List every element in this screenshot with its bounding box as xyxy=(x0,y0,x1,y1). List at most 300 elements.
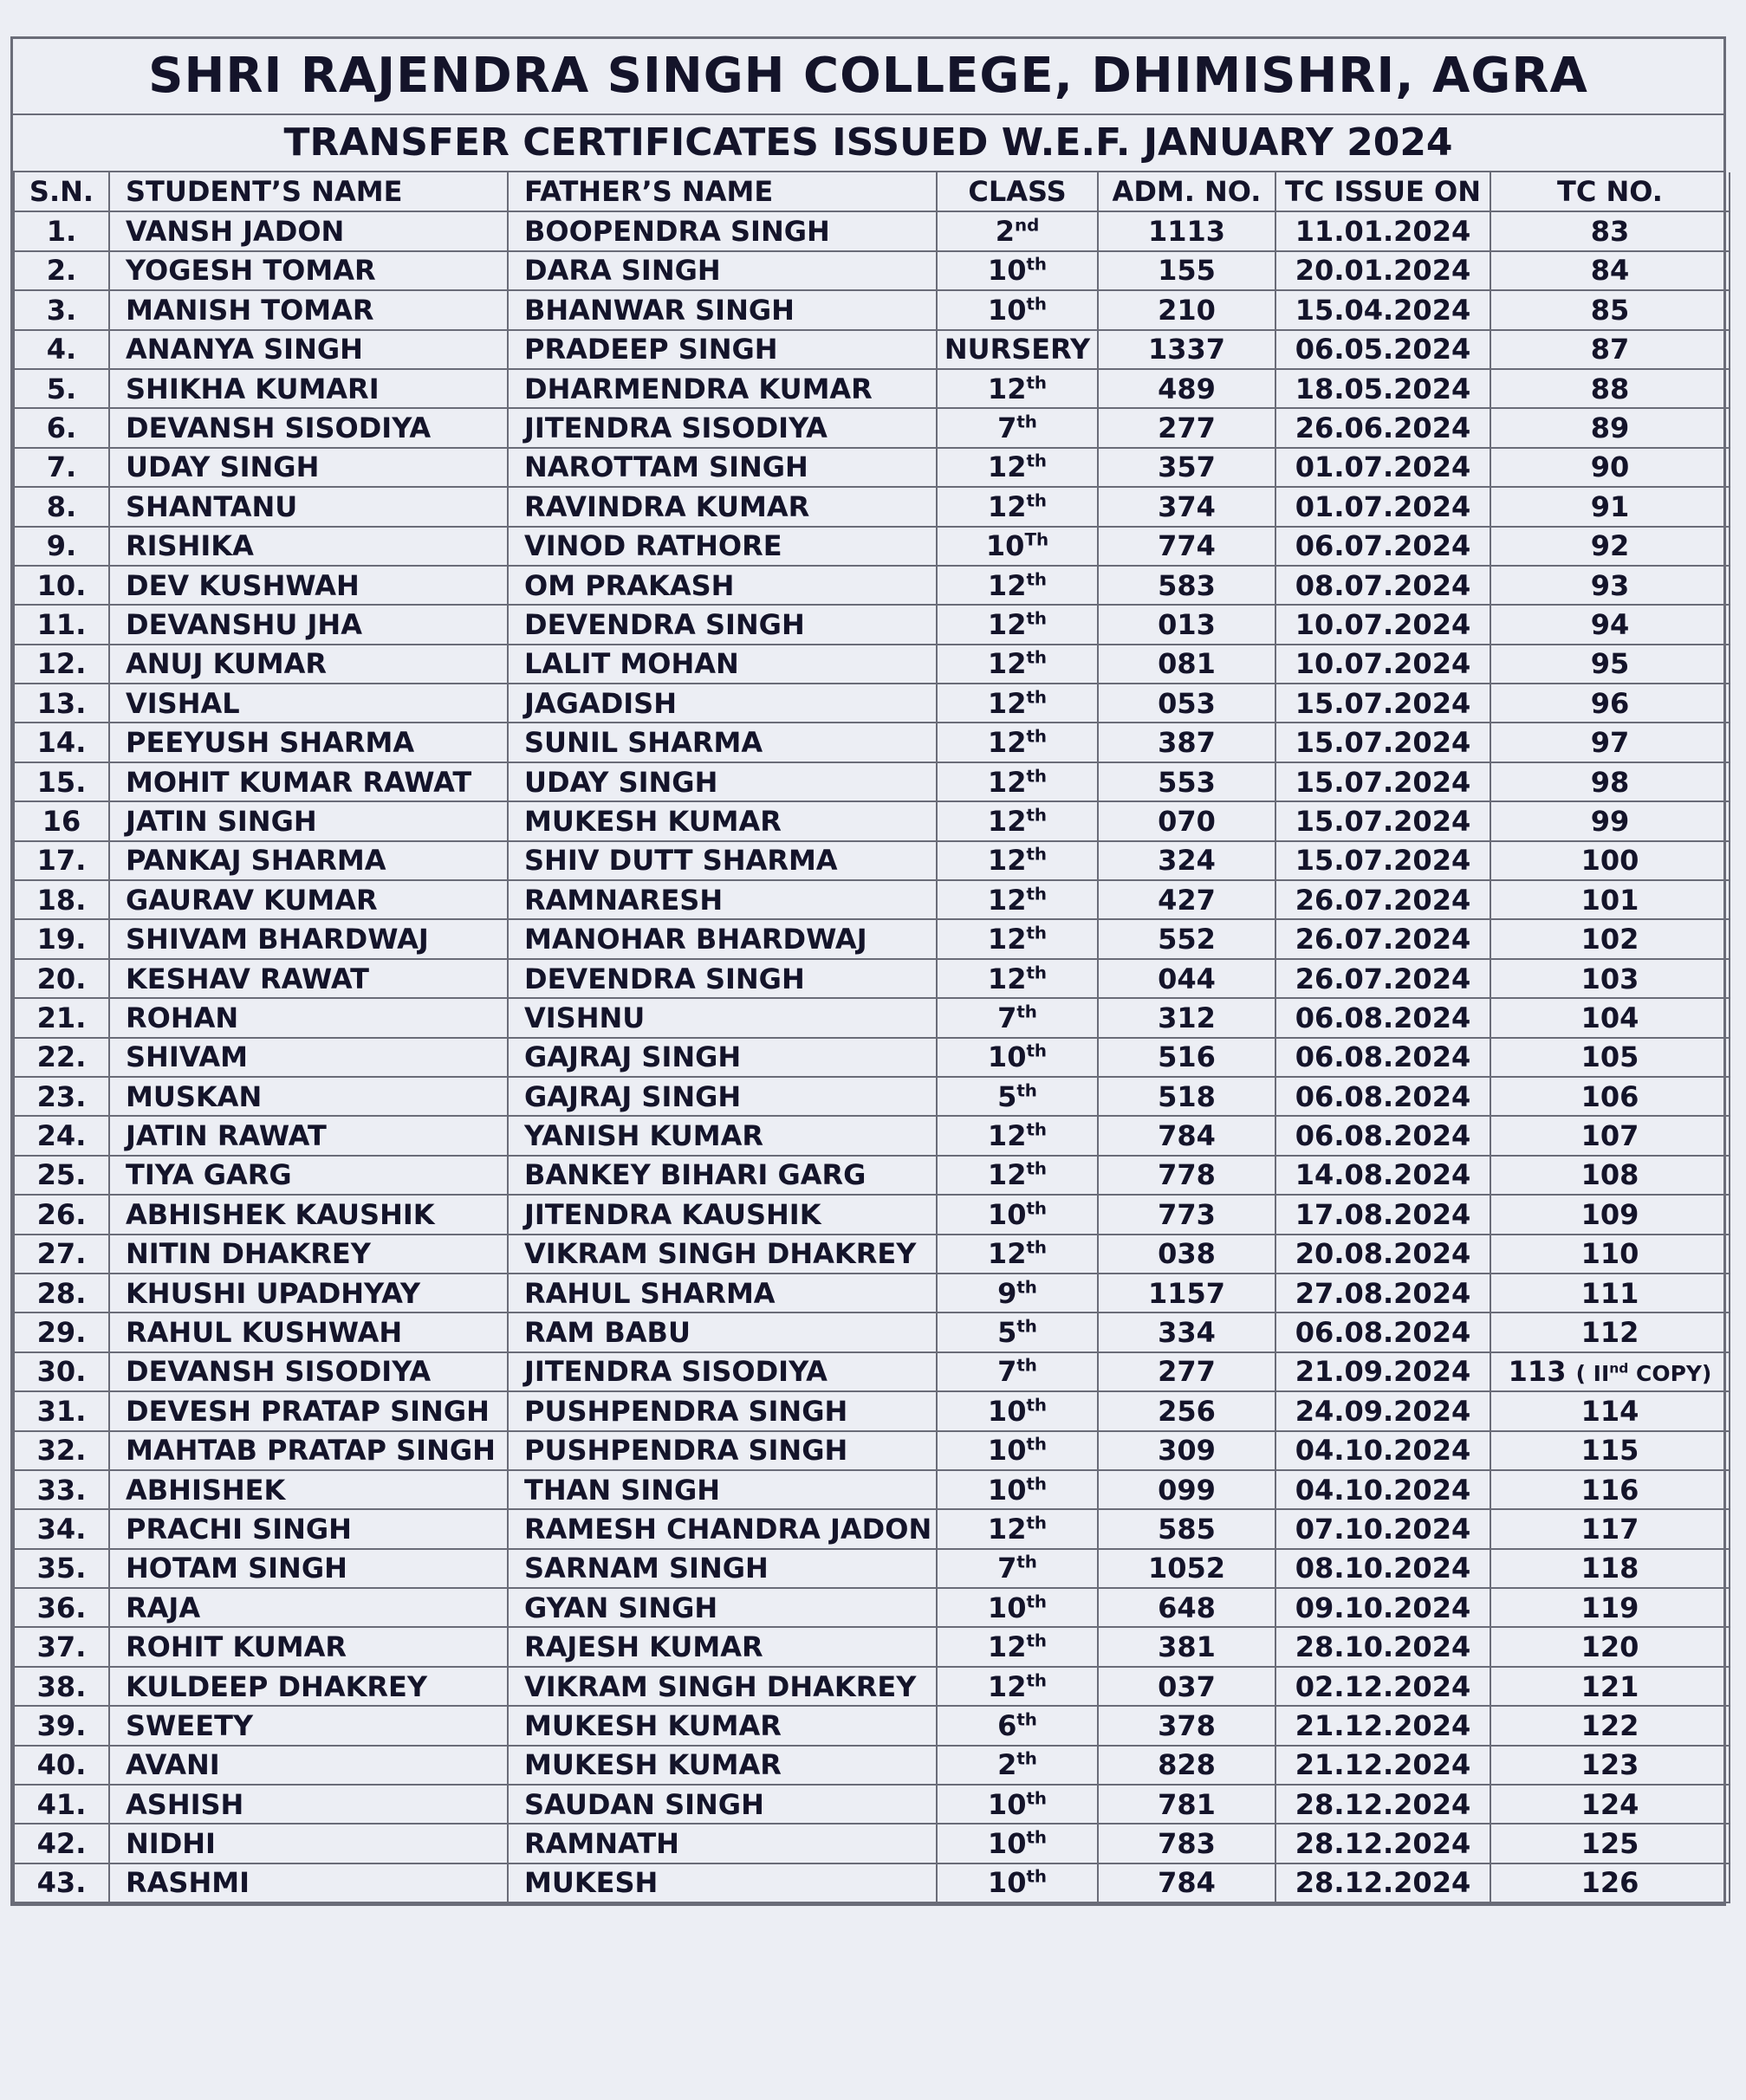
table-row xyxy=(14,1549,1730,1588)
cell-adm-no: 312 xyxy=(1098,998,1275,1037)
tc-number: 111 xyxy=(1580,1276,1639,1310)
cell-student-name: YOGESH TOMAR xyxy=(109,251,508,290)
cell-class xyxy=(937,1156,1098,1195)
cell-tc-issue-on: 26.07.2024 xyxy=(1275,880,1490,919)
class-suffix: th xyxy=(1026,294,1048,314)
cell-sn: 2. xyxy=(14,251,109,290)
tc-number: 87 xyxy=(1590,333,1630,366)
cell-sn: 1. xyxy=(14,211,109,250)
table-row xyxy=(14,1746,1730,1785)
cell-tc-no xyxy=(1490,841,1730,880)
cell-student-name: ROHIT KUMAR xyxy=(109,1627,508,1666)
cell-sn: 26. xyxy=(14,1195,109,1234)
tc-number: 122 xyxy=(1580,1708,1639,1742)
cell-tc-issue-on: 11.01.2024 xyxy=(1275,211,1490,250)
cell-sn: 42. xyxy=(14,1824,109,1863)
cell-student-name: JATIN SINGH xyxy=(109,801,508,840)
cell-sn: 8. xyxy=(14,487,109,526)
cell-sn: 40. xyxy=(14,1746,109,1785)
cell-adm-no: 277 xyxy=(1098,1352,1275,1391)
class-suffix: th xyxy=(1026,844,1048,865)
table-row xyxy=(14,880,1730,919)
class-value: 7 xyxy=(997,412,1017,445)
class-value: 7 xyxy=(997,1355,1017,1389)
table-row xyxy=(14,527,1730,566)
table-row xyxy=(14,369,1730,408)
table-row xyxy=(14,487,1730,526)
class-suffix: th xyxy=(1026,1473,1048,1494)
tc-number: 105 xyxy=(1580,1040,1639,1074)
table-row xyxy=(14,645,1730,684)
cell-class xyxy=(937,290,1098,329)
cell-sn: 36. xyxy=(14,1588,109,1627)
cell-adm-no: 1337 xyxy=(1098,330,1275,369)
cell-tc-no xyxy=(1490,998,1730,1037)
tc-number: 93 xyxy=(1590,568,1630,602)
cell-sn: 34. xyxy=(14,1509,109,1548)
cell-student-name: ASHISH xyxy=(109,1785,508,1824)
cell-tc-no xyxy=(1490,1274,1730,1312)
table-row xyxy=(14,605,1730,644)
cell-father-name: MUKESH KUMAR xyxy=(508,801,937,840)
class-suffix: th xyxy=(1016,1316,1037,1337)
cell-father-name: SAUDAN SINGH xyxy=(508,1785,937,1824)
cell-tc-no xyxy=(1490,645,1730,684)
cell-father-name: PUSHPENDRA SINGH xyxy=(508,1391,937,1430)
cell-student-name: KULDEEP DHAKREY xyxy=(109,1667,508,1706)
class-suffix: th xyxy=(1026,1040,1048,1061)
table-row xyxy=(14,1077,1730,1116)
cell-adm-no: 552 xyxy=(1098,919,1275,958)
tc-number: 84 xyxy=(1590,254,1630,288)
cell-father-name: UDAY SINGH xyxy=(508,762,937,801)
class-value: 10 xyxy=(987,1787,1027,1821)
tc-number: 90 xyxy=(1590,450,1630,484)
cell-tc-no xyxy=(1490,1077,1730,1116)
table-row xyxy=(14,684,1730,723)
cell-tc-issue-on: 10.07.2024 xyxy=(1275,645,1490,684)
table-row xyxy=(14,1156,1730,1195)
cell-class xyxy=(937,1706,1098,1745)
cell-adm-no: 155 xyxy=(1098,251,1275,290)
cell-student-name: NIDHI xyxy=(109,1824,508,1863)
cell-adm-no: 583 xyxy=(1098,566,1275,605)
cell-adm-no: 381 xyxy=(1098,1627,1275,1666)
cell-class xyxy=(937,684,1098,723)
cell-sn: 20. xyxy=(14,959,109,998)
table-row xyxy=(14,290,1730,329)
cell-student-name: HOTAM SINGH xyxy=(109,1549,508,1588)
class-value: 12 xyxy=(987,883,1027,917)
cell-tc-no xyxy=(1490,1746,1730,1785)
cell-father-name: NAROTTAM SINGH xyxy=(508,448,937,487)
class-suffix: th xyxy=(1026,805,1048,826)
cell-class xyxy=(937,448,1098,487)
cell-sn: 12. xyxy=(14,645,109,684)
cell-adm-no: 1052 xyxy=(1098,1549,1275,1588)
cell-adm-no: 585 xyxy=(1098,1509,1275,1548)
cell-father-name: RAVINDRA KUMAR xyxy=(508,487,937,526)
cell-class xyxy=(937,762,1098,801)
header-student-name: STUDENT’S NAME xyxy=(109,172,508,211)
table-row xyxy=(14,251,1730,290)
cell-tc-no xyxy=(1490,1312,1730,1351)
class-suffix: th xyxy=(1016,1709,1037,1730)
class-suffix: th xyxy=(1026,687,1048,708)
tc-copy-postfix: COPY) xyxy=(1628,1361,1712,1387)
class-suffix: th xyxy=(1026,1434,1048,1455)
class-value: 10 xyxy=(987,1394,1027,1428)
table-row xyxy=(14,566,1730,605)
cell-father-name: BOOPENDRA SINGH xyxy=(508,211,937,250)
cell-class xyxy=(937,998,1098,1037)
cell-tc-issue-on: 15.04.2024 xyxy=(1275,290,1490,329)
cell-tc-issue-on: 02.12.2024 xyxy=(1275,1667,1490,1706)
cell-sn: 22. xyxy=(14,1038,109,1077)
cell-adm-no: 516 xyxy=(1098,1038,1275,1077)
tc-number: 121 xyxy=(1580,1669,1639,1703)
cell-class xyxy=(937,723,1098,762)
cell-class xyxy=(937,1038,1098,1077)
table-row xyxy=(14,408,1730,447)
cell-tc-issue-on: 09.10.2024 xyxy=(1275,1588,1490,1627)
cell-tc-issue-on: 26.06.2024 xyxy=(1275,408,1490,447)
cell-sn: 11. xyxy=(14,605,109,644)
class-suffix: th xyxy=(1016,1748,1037,1769)
cell-tc-issue-on: 15.07.2024 xyxy=(1275,684,1490,723)
cell-tc-issue-on: 15.07.2024 xyxy=(1275,762,1490,801)
class-value: 12 xyxy=(987,962,1027,995)
cell-tc-issue-on: 14.08.2024 xyxy=(1275,1156,1490,1195)
cell-class xyxy=(937,527,1098,566)
tc-number: 110 xyxy=(1580,1237,1639,1271)
cell-father-name: BHANWAR SINGH xyxy=(508,290,937,329)
tc-number: 101 xyxy=(1580,883,1639,917)
tc-copy-suffix: nd xyxy=(1609,1361,1629,1377)
cell-father-name: VIKRAM SINGH DHAKREY xyxy=(508,1667,937,1706)
cell-sn: 33. xyxy=(14,1470,109,1509)
table-row xyxy=(14,959,1730,998)
tc-copy-prefix: ( II xyxy=(1575,1361,1610,1387)
cell-father-name: PUSHPENDRA SINGH xyxy=(508,1431,937,1470)
cell-tc-issue-on: 01.07.2024 xyxy=(1275,448,1490,487)
cell-tc-no xyxy=(1490,527,1730,566)
cell-tc-no xyxy=(1490,1588,1730,1627)
cell-tc-no xyxy=(1490,369,1730,408)
cell-student-name: KESHAV RAWAT xyxy=(109,959,508,998)
cell-tc-issue-on: 27.08.2024 xyxy=(1275,1274,1490,1312)
cell-father-name: GYAN SINGH xyxy=(508,1588,937,1627)
tc-number: 92 xyxy=(1590,529,1630,563)
cell-father-name: PRADEEP SINGH xyxy=(508,330,937,369)
class-value: 12 xyxy=(987,726,1027,760)
cell-sn: 32. xyxy=(14,1431,109,1470)
table-row xyxy=(14,762,1730,801)
cell-student-name: PANKAJ SHARMA xyxy=(109,841,508,880)
cell-father-name: VISHNU xyxy=(508,998,937,1037)
class-value: 12 xyxy=(987,844,1027,878)
cell-father-name: MANOHAR BHARDWAJ xyxy=(508,919,937,958)
cell-tc-no xyxy=(1490,723,1730,762)
table-row xyxy=(14,1824,1730,1863)
cell-student-name: MANISH TOMAR xyxy=(109,290,508,329)
table-row xyxy=(14,801,1730,840)
cell-tc-issue-on: 04.10.2024 xyxy=(1275,1431,1490,1470)
class-value: 10 xyxy=(987,1434,1027,1468)
class-suffix: th xyxy=(1026,1630,1048,1651)
cell-tc-issue-on: 07.10.2024 xyxy=(1275,1509,1490,1548)
cell-student-name: SHIVAM BHARDWAJ xyxy=(109,919,508,958)
cell-tc-issue-on: 06.08.2024 xyxy=(1275,1116,1490,1155)
header-class: CLASS xyxy=(937,172,1098,211)
cell-class xyxy=(937,1863,1098,1902)
cell-tc-no xyxy=(1490,211,1730,250)
tc-number: 124 xyxy=(1580,1787,1639,1821)
class-suffix: th xyxy=(1026,1237,1048,1258)
cell-adm-no: 828 xyxy=(1098,1746,1275,1785)
table-row xyxy=(14,1431,1730,1470)
cell-sn: 17. xyxy=(14,841,109,880)
class-suffix: th xyxy=(1026,647,1048,668)
cell-class xyxy=(937,645,1098,684)
class-suffix: th xyxy=(1026,1198,1048,1219)
table-row xyxy=(14,1116,1730,1155)
cell-adm-no: 518 xyxy=(1098,1077,1275,1116)
table-row xyxy=(14,1038,1730,1077)
cell-tc-issue-on: 20.01.2024 xyxy=(1275,251,1490,290)
cell-adm-no: 1157 xyxy=(1098,1274,1275,1312)
cell-student-name: MUSKAN xyxy=(109,1077,508,1116)
tc-number: 85 xyxy=(1590,293,1630,327)
cell-tc-no xyxy=(1490,1235,1730,1274)
cell-sn: 13. xyxy=(14,684,109,723)
cell-adm-no: 334 xyxy=(1098,1312,1275,1351)
cell-class xyxy=(937,1352,1098,1391)
cell-tc-issue-on: 08.07.2024 xyxy=(1275,566,1490,605)
class-suffix: th xyxy=(1026,962,1048,982)
cell-sn: 9. xyxy=(14,527,109,566)
cell-class xyxy=(937,1235,1098,1274)
cell-sn: 39. xyxy=(14,1706,109,1745)
cell-adm-no: 070 xyxy=(1098,801,1275,840)
cell-tc-issue-on: 21.09.2024 xyxy=(1275,1352,1490,1391)
tc-number: 102 xyxy=(1580,923,1639,956)
cell-tc-no xyxy=(1490,1549,1730,1588)
table-row xyxy=(14,1863,1730,1902)
cell-class xyxy=(937,369,1098,408)
cell-tc-no xyxy=(1490,1116,1730,1155)
cell-adm-no: 1113 xyxy=(1098,211,1275,250)
cell-tc-issue-on: 17.08.2024 xyxy=(1275,1195,1490,1234)
table-row xyxy=(14,1470,1730,1509)
cell-tc-issue-on: 26.07.2024 xyxy=(1275,959,1490,998)
cell-sn: 43. xyxy=(14,1863,109,1902)
cell-adm-no: 357 xyxy=(1098,448,1275,487)
cell-father-name: GAJRAJ SINGH xyxy=(508,1038,937,1077)
cell-class xyxy=(937,1077,1098,1116)
tc-number: 117 xyxy=(1580,1512,1639,1546)
cell-adm-no: 256 xyxy=(1098,1391,1275,1430)
tc-number: 95 xyxy=(1590,647,1630,681)
cell-student-name: KHUSHI UPADHYAY xyxy=(109,1274,508,1312)
table-row xyxy=(14,1391,1730,1430)
cell-tc-no xyxy=(1490,290,1730,329)
class-suffix: th xyxy=(1026,923,1048,943)
class-suffix: th xyxy=(1026,1788,1048,1809)
cell-father-name: THAN SINGH xyxy=(508,1470,937,1509)
cell-father-name: SARNAM SINGH xyxy=(508,1549,937,1588)
class-suffix: th xyxy=(1026,1866,1048,1887)
cell-class xyxy=(937,1627,1098,1666)
cell-student-name: DEVESH PRATAP SINGH xyxy=(109,1391,508,1430)
class-value: NURSERY xyxy=(944,333,1091,366)
cell-class xyxy=(937,605,1098,644)
class-suffix: th xyxy=(1026,608,1048,629)
cell-tc-no xyxy=(1490,605,1730,644)
cell-student-name: AVANI xyxy=(109,1746,508,1785)
tc-number: 98 xyxy=(1590,765,1630,799)
table-row xyxy=(14,330,1730,369)
class-suffix: th xyxy=(1026,1119,1048,1140)
cell-father-name: JAGADISH xyxy=(508,684,937,723)
cell-tc-no xyxy=(1490,880,1730,919)
cell-student-name: DEVANSH SISODIYA xyxy=(109,1352,508,1391)
cell-tc-issue-on: 06.08.2024 xyxy=(1275,998,1490,1037)
cell-student-name: PRACHI SINGH xyxy=(109,1509,508,1548)
class-suffix: th xyxy=(1016,1001,1037,1022)
cell-father-name: OM PRAKASH xyxy=(508,566,937,605)
cell-tc-issue-on: 06.08.2024 xyxy=(1275,1312,1490,1351)
cell-tc-no xyxy=(1490,1391,1730,1430)
cell-adm-no: 778 xyxy=(1098,1156,1275,1195)
class-value: 12 xyxy=(987,568,1027,602)
cell-father-name: RAMESH CHANDRA JADON xyxy=(508,1509,937,1548)
cell-sn: 30. xyxy=(14,1352,109,1391)
cell-tc-no xyxy=(1490,487,1730,526)
cell-student-name: SWEETY xyxy=(109,1706,508,1745)
table-body xyxy=(14,211,1730,1902)
tc-number: 83 xyxy=(1590,215,1630,249)
cell-adm-no: 013 xyxy=(1098,605,1275,644)
cell-sn: 19. xyxy=(14,919,109,958)
class-value: 10 xyxy=(987,1040,1027,1074)
class-suffix: th xyxy=(1016,1080,1037,1101)
cell-class xyxy=(937,487,1098,526)
cell-tc-issue-on: 08.10.2024 xyxy=(1275,1549,1490,1588)
cell-class xyxy=(937,1312,1098,1351)
cell-father-name: RAHUL SHARMA xyxy=(508,1274,937,1312)
cell-father-name: BANKEY BIHARI GARG xyxy=(508,1156,937,1195)
tc-number: 89 xyxy=(1590,412,1630,445)
cell-adm-no: 038 xyxy=(1098,1235,1275,1274)
cell-student-name: TIYA GARG xyxy=(109,1156,508,1195)
tc-number: 119 xyxy=(1580,1591,1639,1624)
cell-tc-issue-on: 01.07.2024 xyxy=(1275,487,1490,526)
cell-father-name: MUKESH KUMAR xyxy=(508,1746,937,1785)
cell-student-name: DEVANSH SISODIYA xyxy=(109,408,508,447)
class-suffix: th xyxy=(1026,372,1048,392)
cell-tc-no xyxy=(1490,566,1730,605)
cell-sn: 4. xyxy=(14,330,109,369)
tc-copy-note xyxy=(1576,1361,1712,1386)
cell-adm-no: 378 xyxy=(1098,1706,1275,1745)
class-value: 12 xyxy=(987,607,1027,641)
cell-father-name: VINOD RATHORE xyxy=(508,527,937,566)
class-value: 12 xyxy=(987,1669,1027,1703)
class-value: 12 xyxy=(987,647,1027,681)
cell-sn: 28. xyxy=(14,1274,109,1312)
cell-tc-issue-on: 28.10.2024 xyxy=(1275,1627,1490,1666)
class-value: 10 xyxy=(987,1197,1027,1231)
cell-student-name: SHANTANU xyxy=(109,487,508,526)
cell-adm-no: 784 xyxy=(1098,1116,1275,1155)
class-value: 7 xyxy=(997,1552,1017,1585)
cell-sn: 24. xyxy=(14,1116,109,1155)
class-suffix: th xyxy=(1026,568,1048,589)
header-sn: S.N. xyxy=(14,172,109,211)
cell-tc-no xyxy=(1490,448,1730,487)
cell-father-name: DHARMENDRA KUMAR xyxy=(508,369,937,408)
cell-class xyxy=(937,1549,1098,1588)
cell-class xyxy=(937,566,1098,605)
tc-number: 114 xyxy=(1580,1394,1639,1428)
cell-sn: 27. xyxy=(14,1235,109,1274)
cell-tc-no xyxy=(1490,1667,1730,1706)
cell-tc-no xyxy=(1490,684,1730,723)
cell-tc-issue-on: 26.07.2024 xyxy=(1275,919,1490,958)
cell-class xyxy=(937,1274,1098,1312)
class-value: 12 xyxy=(987,765,1027,799)
cell-adm-no: 099 xyxy=(1098,1470,1275,1509)
cell-student-name: ABHISHEK xyxy=(109,1470,508,1509)
cell-father-name: DEVENDRA SINGH xyxy=(508,959,937,998)
cell-tc-issue-on: 06.08.2024 xyxy=(1275,1077,1490,1116)
class-value: 12 xyxy=(987,1630,1027,1664)
cell-adm-no: 374 xyxy=(1098,487,1275,526)
cell-tc-issue-on: 28.12.2024 xyxy=(1275,1863,1490,1902)
class-suffix: th xyxy=(1026,1591,1048,1612)
class-suffix: th xyxy=(1026,765,1048,786)
cell-class xyxy=(937,1667,1098,1706)
class-value: 5 xyxy=(997,1079,1017,1113)
class-suffix: th xyxy=(1016,412,1037,432)
cell-sn: 6. xyxy=(14,408,109,447)
cell-tc-no xyxy=(1490,1352,1730,1391)
cell-tc-no xyxy=(1490,1706,1730,1745)
cell-class xyxy=(937,211,1098,250)
cell-tc-issue-on: 28.12.2024 xyxy=(1275,1824,1490,1863)
cell-student-name: ROHAN xyxy=(109,998,508,1037)
cell-class xyxy=(937,1509,1098,1548)
cell-sn: 7. xyxy=(14,448,109,487)
class-suffix: th xyxy=(1026,254,1048,275)
cell-sn: 3. xyxy=(14,290,109,329)
cell-adm-no: 648 xyxy=(1098,1588,1275,1627)
cell-adm-no: 387 xyxy=(1098,723,1275,762)
cell-sn: 37. xyxy=(14,1627,109,1666)
tc-number: 125 xyxy=(1580,1827,1639,1861)
cell-adm-no: 044 xyxy=(1098,959,1275,998)
class-suffix: th xyxy=(1026,1669,1048,1690)
cell-student-name: UDAY SINGH xyxy=(109,448,508,487)
class-suffix: th xyxy=(1026,1158,1048,1179)
cell-tc-issue-on: 04.10.2024 xyxy=(1275,1470,1490,1509)
table-row xyxy=(14,1235,1730,1274)
cell-class xyxy=(937,1431,1098,1470)
class-value: 12 xyxy=(987,804,1027,838)
class-value: 10 xyxy=(987,1827,1027,1861)
cell-adm-no: 553 xyxy=(1098,762,1275,801)
